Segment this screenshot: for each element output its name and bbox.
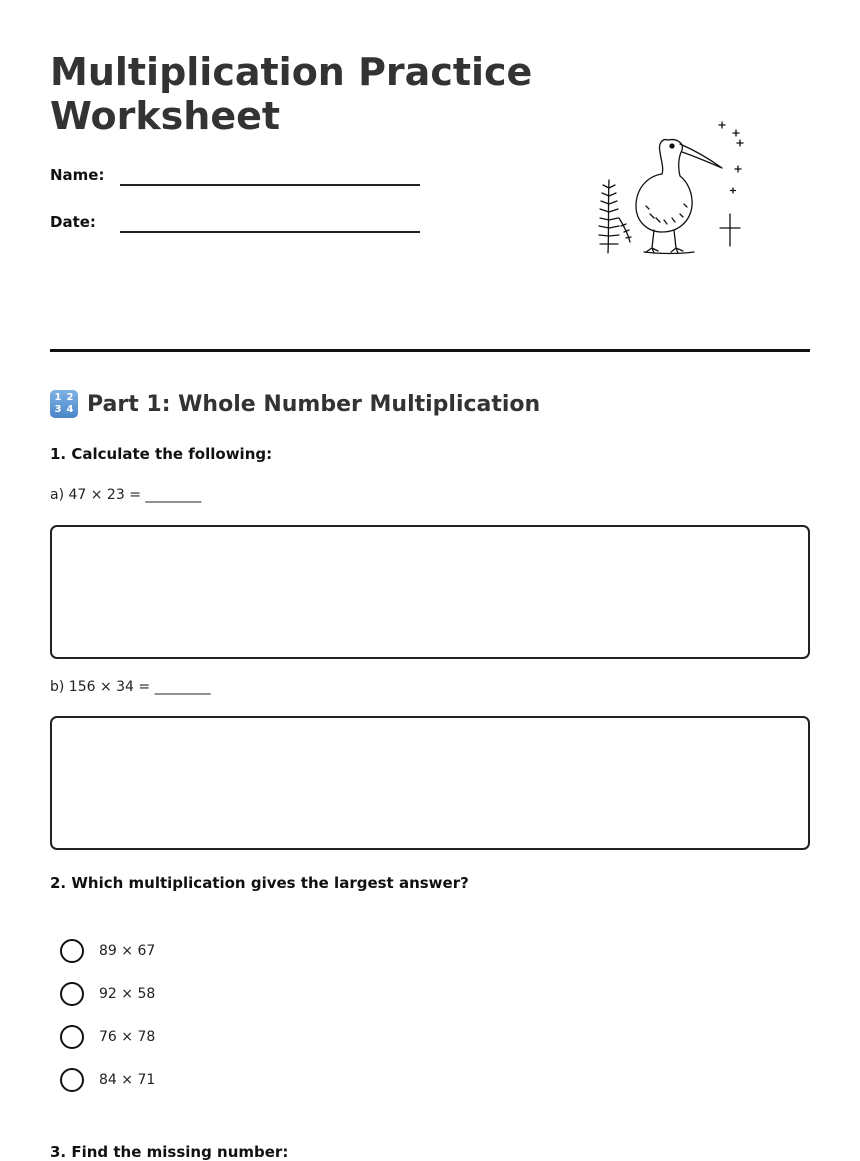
date-field [50, 213, 430, 243]
radio-button[interactable] [60, 939, 84, 963]
worksheet-title: Multiplication Practice Worksheet [50, 50, 533, 138]
option-label: 92 × 58 [99, 986, 156, 1002]
name-field [50, 166, 430, 196]
icon-digit: 4 [66, 404, 74, 415]
question-1-title: 1. Calculate the following: [50, 445, 273, 463]
option-label: 76 × 78 [99, 1029, 156, 1045]
date-label: Date: [50, 213, 96, 231]
date-line[interactable] [120, 231, 420, 233]
icon-digit: 2 [66, 392, 74, 403]
radio-button[interactable] [60, 982, 84, 1006]
option-3[interactable] [60, 1024, 155, 1050]
option-2[interactable] [60, 981, 155, 1007]
question-2-title: 2. Which multiplication gives the largest answer? [50, 874, 469, 892]
answer-box-1b[interactable] [50, 716, 810, 850]
question-1b: b) 156 × 34 = ________ [50, 679, 211, 695]
part1-heading [50, 388, 540, 420]
name-label: Name: [50, 166, 105, 184]
radio-button[interactable] [60, 1068, 84, 1092]
radio-button[interactable] [60, 1025, 84, 1049]
option-4[interactable] [60, 1067, 155, 1093]
option-label: 89 × 67 [99, 943, 156, 959]
question-3-title: 3. Find the missing number: [50, 1143, 289, 1161]
section-divider [50, 349, 810, 352]
name-line[interactable] [120, 184, 420, 186]
input-numbers-icon [50, 390, 78, 418]
option-1[interactable] [60, 938, 155, 964]
kiwi-bird-illustration [590, 118, 750, 263]
icon-digit: 3 [54, 404, 62, 415]
answer-box-1a[interactable] [50, 525, 810, 659]
icon-digit: 1 [54, 392, 62, 403]
part1-title: Part 1: Whole Number Multiplication [87, 391, 541, 417]
option-label: 84 × 71 [99, 1072, 156, 1088]
question-1a: a) 47 × 23 = ________ [50, 487, 202, 503]
